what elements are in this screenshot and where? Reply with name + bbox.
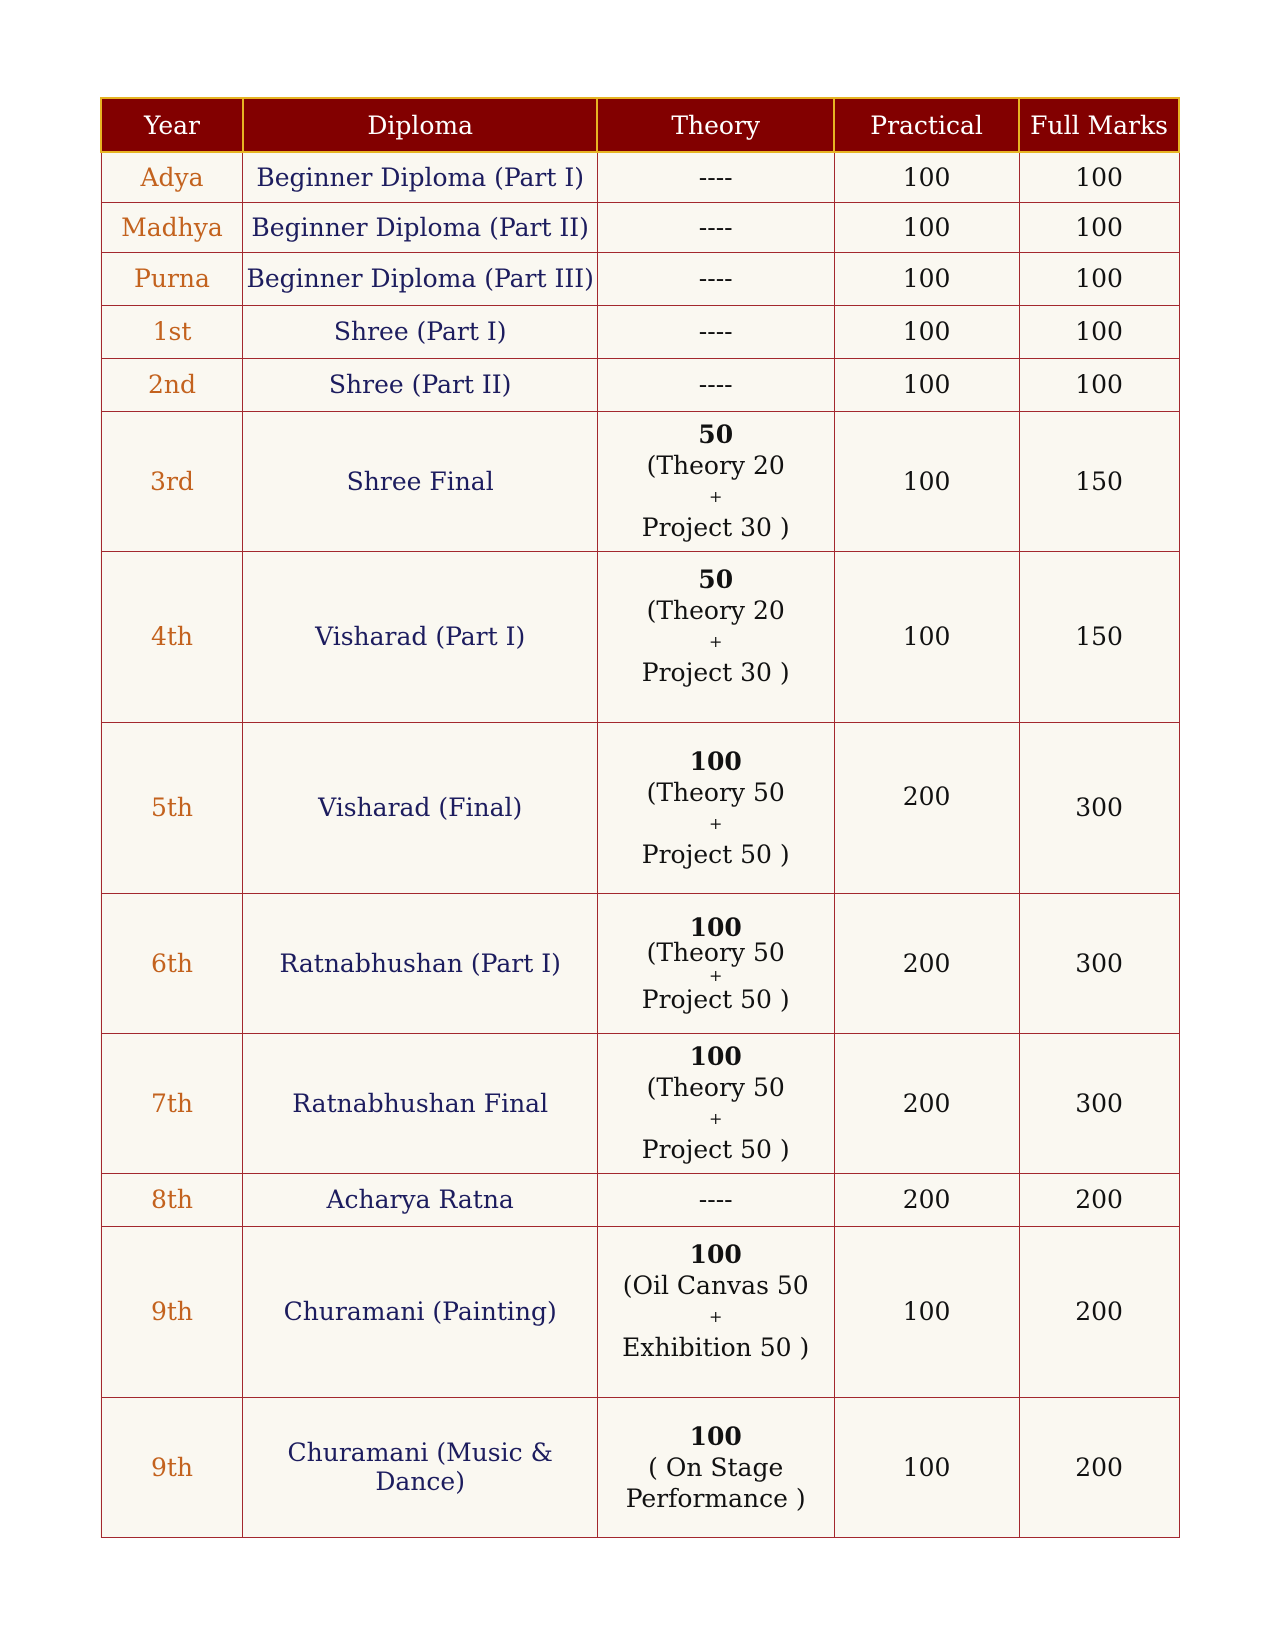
- practical-cell: 100: [834, 202, 1019, 252]
- full-marks-cell: 200: [1019, 1397, 1179, 1537]
- theory-plus: +: [709, 965, 723, 985]
- full-marks-cell: 300: [1019, 893, 1179, 1033]
- theory-cell: [597, 411, 834, 551]
- theory-total: 100: [689, 746, 742, 776]
- theory-block: [600, 564, 832, 688]
- theory-breakdown-2: Project 50 ): [641, 839, 790, 869]
- theory-cell: ----: [597, 152, 834, 202]
- full-marks-cell: 300: [1019, 1033, 1179, 1173]
- theory-total: 100: [689, 1042, 742, 1071]
- theory-cell: [597, 551, 834, 722]
- full-marks-cell: 150: [1019, 411, 1179, 551]
- table-row: [101, 411, 1179, 551]
- diploma-cell: Visharad (Part I): [243, 551, 597, 722]
- theory-breakdown-2: Project 30 ): [641, 513, 790, 542]
- diploma-cell: Ratnabhushan Final: [243, 1033, 597, 1173]
- practical-cell: 100: [834, 1397, 1019, 1537]
- diploma-cell: Shree Final: [243, 411, 597, 551]
- full-marks-cell: 150: [1019, 551, 1179, 722]
- year-cell: 9th: [101, 1226, 243, 1397]
- diploma-cell: Shree (Part II): [243, 358, 597, 411]
- theory-breakdown: (Theory 20: [646, 595, 785, 625]
- theory-plus: +: [709, 487, 723, 506]
- year-cell: Madhya: [101, 202, 243, 252]
- theory-plus: +: [709, 631, 723, 651]
- full-marks-cell: 100: [1019, 358, 1179, 411]
- diploma-cell: Beginner Diploma (Part II): [243, 202, 597, 252]
- theory-plus: +: [709, 813, 723, 833]
- theory-total: 100: [689, 1421, 742, 1451]
- practical-cell: [834, 722, 1019, 893]
- table-row: [101, 1173, 1179, 1226]
- table-row: [101, 152, 1179, 202]
- theory-breakdown-2: Project 50 ): [641, 1135, 790, 1164]
- theory-cell: ----: [597, 358, 834, 411]
- theory-breakdown: ( On Stage: [648, 1452, 784, 1482]
- table-row: [101, 1397, 1179, 1537]
- diploma-cell: Churamani (Music & Dance): [243, 1397, 597, 1537]
- header-theory: Theory: [597, 98, 834, 152]
- diploma-cell: Shree (Part I): [243, 305, 597, 358]
- theory-breakdown: (Theory 50: [646, 777, 785, 807]
- year-cell: 8th: [101, 1173, 243, 1226]
- practical-cell: 100: [834, 411, 1019, 551]
- year-cell: 1st: [101, 305, 243, 358]
- theory-cell: [597, 722, 834, 893]
- theory-breakdown: (Theory 50: [646, 1073, 785, 1102]
- theory-breakdown-2: Performance ): [625, 1483, 806, 1513]
- header-row: [101, 98, 1179, 152]
- theory-cell: [597, 1033, 834, 1173]
- full-marks-cell: 100: [1019, 305, 1179, 358]
- theory-breakdown-2: Exhibition 50 ): [622, 1332, 810, 1362]
- theory-breakdown: (Theory 50: [646, 937, 785, 967]
- practical-cell: 100: [834, 252, 1019, 305]
- table-row: [101, 551, 1179, 722]
- theory-breakdown-2: Project 30 ): [641, 657, 790, 687]
- diploma-cell: Acharya Ratna: [243, 1173, 597, 1226]
- practical-cell: 200: [834, 893, 1019, 1033]
- theory-total: 50: [698, 420, 734, 449]
- year-cell: 5th: [101, 722, 243, 893]
- theory-total: 100: [689, 912, 742, 942]
- diploma-cell: Beginner Diploma (Part III): [243, 252, 597, 305]
- diploma-cell: Beginner Diploma (Part I): [243, 152, 597, 202]
- year-cell: Purna: [101, 252, 243, 305]
- full-marks-cell: 300: [1019, 722, 1179, 893]
- marks-table: [100, 97, 1180, 1538]
- year-cell: 3rd: [101, 411, 243, 551]
- table-row: [101, 722, 1179, 893]
- table-row: [101, 358, 1179, 411]
- theory-cell: ----: [597, 305, 834, 358]
- theory-cell: [597, 1226, 834, 1397]
- year-cell: 9th: [101, 1397, 243, 1537]
- theory-cell: ----: [597, 252, 834, 305]
- header-year: Year: [101, 98, 243, 152]
- practical-value: 200: [902, 782, 951, 811]
- full-marks-cell: 200: [1019, 1173, 1179, 1226]
- theory-plus: +: [709, 1109, 723, 1128]
- theory-breakdown: (Theory 20: [646, 451, 785, 480]
- table-row: [101, 202, 1179, 252]
- theory-cell: [597, 1397, 834, 1537]
- practical-cell: 100: [834, 358, 1019, 411]
- theory-total: 50: [698, 564, 734, 594]
- table-row: [101, 893, 1179, 1033]
- year-cell: 4th: [101, 551, 243, 722]
- theory-cell: ----: [597, 1173, 834, 1226]
- year-cell: Adya: [101, 152, 243, 202]
- practical-cell: 100: [834, 551, 1019, 722]
- table-row: [101, 1033, 1179, 1173]
- theory-breakdown-2: Project 50 ): [641, 984, 790, 1014]
- theory-cell: ----: [597, 202, 834, 252]
- theory-cell: [597, 893, 834, 1033]
- full-marks-cell: 100: [1019, 152, 1179, 202]
- theory-total: 100: [689, 1239, 742, 1269]
- practical-cell: 100: [834, 1226, 1019, 1397]
- practical-cell: 200: [834, 1173, 1019, 1226]
- theory-breakdown: (Oil Canvas 50: [622, 1270, 809, 1300]
- practical-cell: 200: [834, 1033, 1019, 1173]
- full-marks-cell: 100: [1019, 252, 1179, 305]
- diploma-cell: Ratnabhushan (Part I): [243, 893, 597, 1033]
- table-row: [101, 1226, 1179, 1397]
- table-row: [101, 305, 1179, 358]
- table-row: [101, 252, 1179, 305]
- practical-cell: 100: [834, 152, 1019, 202]
- diploma-cell: Visharad (Final): [243, 722, 597, 893]
- practical-cell: 100: [834, 305, 1019, 358]
- full-marks-cell: 100: [1019, 202, 1179, 252]
- year-cell: 7th: [101, 1033, 243, 1173]
- full-marks-cell: 200: [1019, 1226, 1179, 1397]
- theory-block: [600, 1239, 832, 1363]
- header-full-marks: Full Marks: [1019, 98, 1179, 152]
- year-cell: 6th: [101, 893, 243, 1033]
- header-diploma: Diploma: [243, 98, 597, 152]
- diploma-cell: Churamani (Painting): [243, 1226, 597, 1397]
- year-cell: 2nd: [101, 358, 243, 411]
- theory-plus: +: [709, 1306, 723, 1326]
- header-practical: Practical: [834, 98, 1019, 152]
